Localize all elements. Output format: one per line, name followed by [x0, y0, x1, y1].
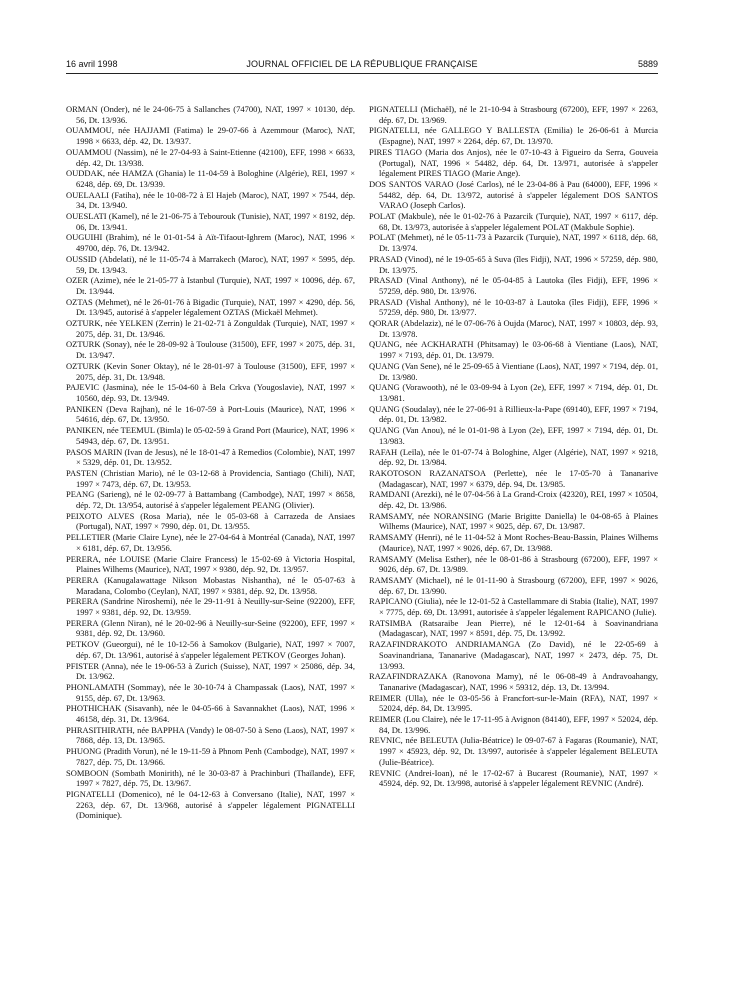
- register-entry: POLAT (Mehmet), né le 05-11-73 à Pazarcik (Turquie), NAT, 1997 × 6118, dép. 68, Dt. 13/974.: [369, 232, 658, 254]
- register-entry: RAZAFINDRAKOTO ANDRIAMANGA (Zo David), né le 22-05-69 à Soavinandriana, Tananarive (Madagascar), NAT, 1997 × 2473, dép. 75, Dt. 13/993.: [369, 639, 658, 671]
- register-entry: PERERA (Kanugalawattage Nikson Mobastas Nishantha), né le 05-07-63 à Maradana, Colombo (Ceylan), NAT, 1997 × 9381, dép. 92, Dt. 13/958.: [66, 574, 355, 596]
- register-entry: QORAR (Abdelaziz), né le 07-06-76 à Oujda (Maroc), NAT, 1997 × 10803, dép. 93, Dt. 13/978.: [369, 318, 658, 339]
- register-entry: OUAMMOU, née HAJJAMI (Fatima) le 29-07-66 à Azemmour (Maroc), NAT, 1998 × 6633, dép. 42, Dt. 13/937.: [66, 125, 355, 147]
- register-entry: RAMSAMY (Michael), né le 01-11-90 à Strasbourg (67200), EFF, 1997 × 9026, dép. 67, Dt. 13/990.: [369, 574, 658, 596]
- register-entry: POLAT (Makbule), née le 01-02-76 à Pazarcik (Turquie), NAT, 1997 × 6117, dép. 68, Dt. 13/973, autorisée à s'appeler légalement POLAT (Makbule Sophie).: [369, 211, 658, 232]
- issue-date: 16 avril 1998: [66, 59, 118, 69]
- register-entry: RAMSAMY, née NORANSING (Marie Brigitte Daniella) le 04-08-65 à Plaines Wilhems (Maurice), NAT, 1997 × 9025, dép. 67, Dt. 13/987.: [369, 510, 658, 532]
- register-entry: OUAMMOU (Nassim), né le 27-04-93 à Saint-Etienne (42100), EFF, 1998 × 6633, dép. 42, Dt. 13/938.: [66, 146, 355, 168]
- register-entry: PRASAD (Vishal Anthony), né le 10-03-87 à Lautoka (îles Fidji), EFF, 1996 × 57259, dép. 980, Dt. 13/977.: [369, 296, 658, 318]
- register-entry: PEANG (Sarieng), né le 02-09-77 à Battambang (Cambodge), NAT, 1997 × 8658, dép. 72, Dt. 13/954, autorisé à s'appeler légalement PEANG (Olivier).: [66, 489, 355, 511]
- register-entry: PERERA (Sandrine Niroshemi), née le 29-11-91 à Neuilly-sur-Seine (92200), EFF, 1997 × 9381, dép. 92, Dt. 13/959.: [66, 596, 355, 618]
- register-entry: PIGNATELLI (Michaël), né le 21-10-94 à Strasbourg (67200), EFF, 1997 × 2263, dép. 67, Dt. 13/969.: [369, 104, 658, 125]
- register-entry: PETKOV (Gueorgui), né le 10-12-56 à Samokov (Bulgarie), NAT, 1997 × 7007, dép. 67, Dt. 13/961, autorisé à s'appeler légalement PETKOV (Georges Johan).: [66, 639, 355, 660]
- register-entry: OUDDAK, née HAMZA (Ghania) le 11-04-59 à Bologhine (Algérie), REI, 1997 × 6248, dép. 69, Dt. 13/939.: [66, 168, 355, 189]
- journal-title: JOURNAL OFFICIEL DE LA RÉPUBLIQUE FRANÇAISE: [246, 59, 478, 69]
- register-entry: PELLETIER (Marie Claire Lyne), née le 27-04-64 à Montréal (Canada), NAT, 1997 × 6181, dép. 67, Dt. 13/956.: [66, 532, 355, 553]
- register-entry: SOMBOON (Sombath Monirith), né le 30-03-87 à Prachinburi (Thaïlande), EFF, 1997 × 7827, dép. 75, Dt. 13/967.: [66, 767, 355, 789]
- register-entry: QUANG, née ACKHARATH (Phitsamay) le 03-06-68 à Vientiane (Laos), NAT, 1997 × 7193, dép. 01, Dt. 13/979.: [369, 339, 658, 361]
- register-entry: QUANG (Van Sene), né le 25-09-65 à Vientiane (Laos), NAT, 1997 × 7194, dép. 01, Dt. 13/980.: [369, 360, 658, 382]
- page-number: 5889: [637, 59, 658, 69]
- register-entry: PIGNATELLI, née GALLEGO Y BALLESTA (Emilia) le 26-06-61 à Murcia (Espagne), NAT, 1997 × 2264, dép. 67, Dt. 13/970.: [369, 125, 658, 147]
- register-entry: RAZAFINDRAZAKA (Ranovona Mamy), né le 06-08-49 à Andravoahangy, Tananarive (Madagascar), NAT, 1996 × 59312, dép. 13, Dt. 13/994.: [369, 671, 658, 692]
- register-entry: REIMER (Lou Claire), née le 17-11-95 à Avignon (84140), EFF, 1997 × 52024, dép. 84, Dt. 13/996.: [369, 714, 658, 735]
- register-entry: QUANG (Vorawooth), né le 03-09-94 à Lyon (2e), EFF, 1997 × 7194, dép. 01, Dt. 13/981.: [369, 382, 658, 403]
- register-entry: RATSIMBA (Ratsaraibe Jean Pierre), né le 12-01-64 à Soavinandriana (Madagascar), NAT, 1997 × 8591, dép. 75, Dt. 13/992.: [369, 617, 658, 639]
- register-entry: DOS SANTOS VARAO (José Carlos), né le 23-04-86 à Pau (64000), EFF, 1996 × 54482, dép. 64, Dt. 13/972, autorisé à s'appeler légalement DOS SANTOS VARAO (Joseph Carlos).: [369, 178, 658, 211]
- register-entry: OZTURK (Kevin Soner Oktay), né le 28-01-97 à Toulouse (31500), EFF, 1997 × 2075, dép. 31, Dt. 13/948.: [66, 360, 355, 382]
- register-entry: RAFAH (Leïla), née le 01-07-74 à Bologhine, Alger (Algérie), NAT, 1997 × 9218, dép. 92, Dt. 13/984.: [369, 446, 658, 468]
- register-entry: PHRASITHIRATH, née BAPPHA (Vandy) le 08-07-50 à Seno (Laos), NAT, 1997 × 7868, dép. 13, Dt. 13/965.: [66, 724, 355, 746]
- header-rule: [66, 73, 658, 74]
- register-entry: PANIKEN (Deva Rajhan), né le 16-07-59 à Port-Louis (Maurice), NAT, 1996 × 54616, dép. 67, Dt. 13/950.: [66, 403, 355, 425]
- register-entry: PIGNATELLI (Domenico), né le 04-12-63 à Conversano (Italie), NAT, 1997 × 2263, dép. 67, Dt. 13/968, autorisé à s'appeler légalement PIGNATELLI (Dominique).: [66, 789, 355, 821]
- register-entry: PASOS MARIN (Ivan de Jesus), né le 18-01-47 à Remedios (Colombie), NAT, 1997 × 5329, dép. 01, Dt. 13/952.: [66, 446, 355, 468]
- register-entry: OUGUIHI (Brahim), né le 01-01-54 à Aït-Tifaout-Ighrem (Maroc), NAT, 1996 × 49700, dép. 76, Dt. 13/942.: [66, 232, 355, 254]
- register-entry: PANIKEN, née TEEMUL (Bimla) le 05-02-59 à Grand Port (Maurice), NAT, 1996 × 54943, dép. 67, Dt. 13/951.: [66, 425, 355, 446]
- register-entry: PERERA, née LOUISE (Marie Claire Francess) le 15-02-69 à Victoria Hospital, Plaines Wilhems (Maurice), NAT, 1997 × 9380, dép. 92, Dt. 13/957.: [66, 553, 355, 575]
- register-entry: OZTURK (Sonay), née le 28-09-92 à Toulouse (31500), EFF, 1997 × 2075, dép. 31, Dt. 13/947.: [66, 339, 355, 361]
- register-entry: PHONLAMATH (Sommay), née le 30-10-74 à Champassak (Laos), NAT, 1997 × 9155, dép. 67, Dt. 13/963.: [66, 681, 355, 703]
- register-entry: PRASAD (Vinal Anthony), né le 05-04-85 à Lautoka (îles Fidji), EFF, 1996 × 57259, dép. 980, Dt. 13/976.: [369, 275, 658, 296]
- register-entry: OUESLATI (Kamel), né le 21-06-75 à Tebourouk (Tunisie), NAT, 1997 × 8192, dép. 06, Dt. 13/941.: [66, 211, 355, 232]
- register-entry: OZTURK, née YELKEN (Zerrin) le 21-02-71 à Zonguldak (Turquie), NAT, 1997 × 2075, dép. 31, Dt. 13/946.: [66, 318, 355, 339]
- register-entry: RAMSAMY (Melisa Esther), née le 08-01-86 à Strasbourg (67200), EFF, 1997 × 9026, dép. 67, Dt. 13/989.: [369, 553, 658, 575]
- register-entry: OUELAALI (Fatiha), née le 10-08-72 à El Hajeb (Maroc), NAT, 1997 × 7544, dép. 34, Dt. 13/940.: [66, 189, 355, 211]
- register-entry: RAPICANO (Giulia), née le 12-01-52 à Castellammare di Stabia (Italie), NAT, 1997 × 7775, dép. 69, Dt. 13/991, autorisée à s'appeler légalement RAPICANO (Julie).: [369, 596, 658, 618]
- register-entry: REVNIC (Andrei-Ioan), né le 17-02-67 à Bucarest (Roumanie), NAT, 1997 × 45924, dép. 92, Dt. 13/998, autorisé à s'appeler légalement REVNIC (André).: [369, 767, 658, 789]
- register-entry: PAJEVIC (Jasmina), née le 15-04-60 à Bela Crkva (Yougoslavie), NAT, 1997 × 10560, dép. 93, Dt. 13/949.: [66, 382, 355, 403]
- register-entry: PFISTER (Anna), née le 19-06-53 à Zurich (Suisse), NAT, 1997 × 25086, dép. 34, Dt. 13/962.: [66, 660, 355, 682]
- register-entry: RAMSAMY (Henri), né le 11-04-52 à Mont Roches-Beau-Bassin, Plaines Wilhems (Maurice), NAT, 1997 × 9026, dép. 67, Dt. 13/988.: [369, 532, 658, 553]
- register-entry: REVNIC, née BELEUTA (Julia-Béatrice) le 09-07-67 à Fagaras (Roumanie), NAT, 1997 × 45923, dép. 92, Dt. 13/997, autorisée à s'appeler légalement BELEUTA (Julie-Béatrice).: [369, 735, 658, 767]
- register-entry: PIRES TIAGO (Maria dos Anjos), née le 07-10-43 à Figueiro da Serra, Gouveia (Portugal), NAT, 1996 × 54482, dép. 64, Dt. 13/971, autorisée à s'appeler légalement PIRES TIAGO (Marie Ange).: [369, 146, 658, 179]
- left-column: [66, 104, 355, 821]
- register-entry: PASTEN (Christian Mario), né le 03-12-68 à Providencia, Santiago (Chili), NAT, 1997 × 7473, dép. 67, Dt. 13/953.: [66, 467, 355, 489]
- register-entry: OUSSID (Abdelati), né le 11-05-74 à Marrakech (Maroc), NAT, 1997 × 5995, dép. 59, Dt. 13/943.: [66, 253, 355, 275]
- register-entry: PERERA (Glenn Niran), né le 20-02-96 à Neuilly-sur-Seine (92200), EFF, 1997 × 9381, dép. 92, Dt. 13/960.: [66, 617, 355, 639]
- register-entry: QUANG (Van Anou), né le 01-01-98 à Lyon (2e), EFF, 1997 × 7194, dép. 01, Dt. 13/983.: [369, 425, 658, 446]
- right-column: [369, 104, 658, 789]
- register-entry: ORMAN (Onder), né le 24-06-75 à Sallanches (74700), NAT, 1997 × 10130, dép. 56, Dt. 13/936.: [66, 104, 355, 125]
- register-entry: RAMDANI (Arezki), né le 07-04-56 à La Grand-Croix (42320), REI, 1997 × 10504, dép. 42, Dt. 13/986.: [369, 489, 658, 511]
- register-entry: PRASAD (Vinod), né le 19-05-65 à Suva (îles Fidji), NAT, 1996 × 57259, dép. 980, Dt. 13/975.: [369, 253, 658, 275]
- register-entry: PHUONG (Pradith Vorun), né le 19-11-59 à Phnom Penh (Cambodge), NAT, 1997 × 7827, dép. 75, Dt. 13/966.: [66, 746, 355, 767]
- register-entry: PEIXOTO ALVES (Rosa Maria), née le 05-03-68 à Carrazeda de Ansiaes (Portugal), NAT, 1997 × 7990, dép. 01, Dt. 13/955.: [66, 510, 355, 532]
- register-entry: REIMER (Ulla), née le 03-05-56 à Francfort-sur-le-Main (RFA), NAT, 1997 × 52024, dép. 84, Dt. 13/995.: [369, 692, 658, 714]
- register-entry: PHOTHICHAK (Sisavanh), née le 04-05-66 à Savannakhet (Laos), NAT, 1996 × 46158, dép. 31, Dt. 13/964.: [66, 703, 355, 725]
- register-entry: RAKOTOSON RAZANATSOA (Perlette), née le 17-05-70 à Tananarive (Madagascar), NAT, 1997 × 6379, dép. 94, Dt. 13/985.: [369, 467, 658, 489]
- register-entry: QUANG (Soudalay), née le 27-06-91 à Rillieux-la-Pape (69140), EFF, 1997 × 7194, dép. 01, Dt. 13/982.: [369, 403, 658, 425]
- register-entry: OZTAS (Mehmet), né le 26-01-76 à Bigadic (Turquie), NAT, 1997 × 4290, dép. 56, Dt. 13/945, autorisé à s'appeler légalement OZTAS (Mickaël Mehmet).: [66, 296, 355, 318]
- register-entry: OZER (Azime), née le 21-05-77 à Istanbul (Turquie), NAT, 1997 × 10096, dép. 67, Dt. 13/944.: [66, 275, 355, 296]
- page-header: [66, 59, 658, 73]
